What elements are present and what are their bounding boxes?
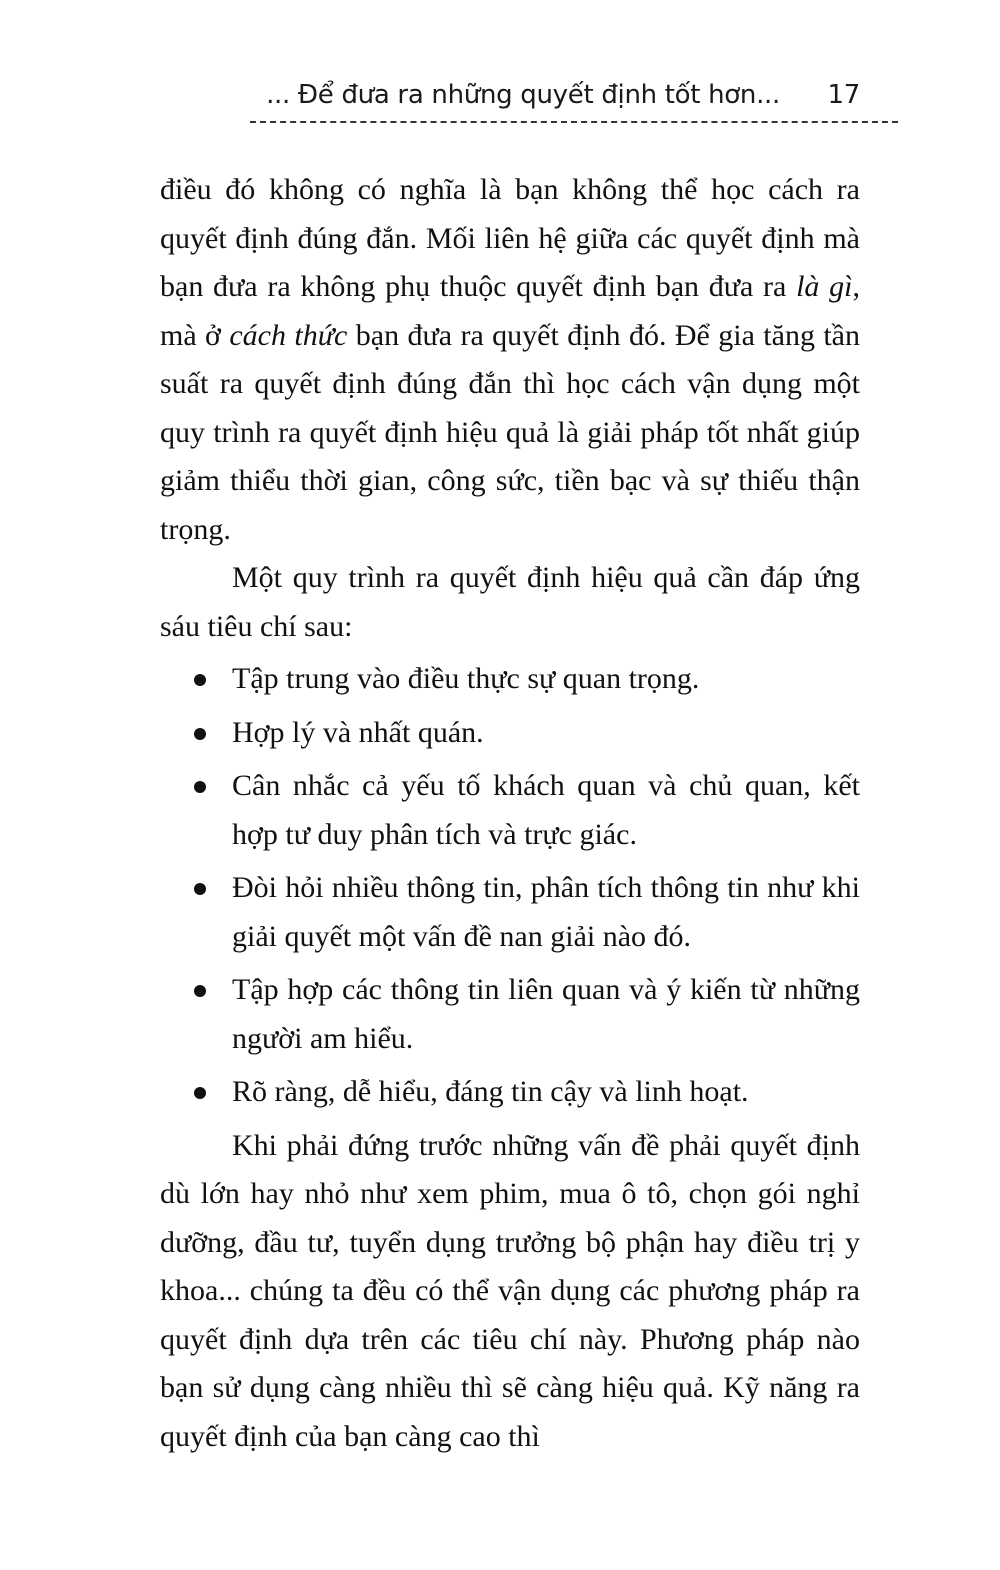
criteria-item-text: Tập hợp các thông tin liên quan và ý kiến từ những người am hiểu. bbox=[232, 973, 860, 1055]
running-header-title: ... Để đưa ra những quyết định tốt hơn... bbox=[266, 80, 780, 110]
paragraph-1-text-a: điều đó không có nghĩa là bạn không thể học cách ra quyết định đúng đắn. Mối liên hệ giữa các quyết định mà bạn đưa ra không phụ thuộc quyết định bạn đưa ra bbox=[160, 173, 860, 303]
page-number: 17 bbox=[827, 80, 860, 110]
running-header bbox=[150, 72, 860, 116]
paragraph-1 bbox=[160, 166, 860, 554]
emphasis-cach-thuc: cách thức bbox=[229, 318, 348, 352]
paragraph-1-text-c: bạn đưa ra quyết định đó. Để gia tăng tần suất ra quyết định đúng đắn thì học cách vận dụng một quy trình ra quyết định hiệu quả là giải pháp tốt nhất giúp giảm thiểu thời gian, công sức, tiền bạc và sự thiếu thận trọng. bbox=[160, 318, 860, 546]
header-dashed-rule bbox=[250, 121, 898, 123]
criteria-list bbox=[160, 655, 860, 1117]
bullet-icon bbox=[194, 674, 206, 686]
criteria-item bbox=[160, 966, 860, 1063]
criteria-item-text: Rõ ràng, dễ hiểu, đáng tin cậy và linh hoạt. bbox=[232, 1075, 749, 1108]
criteria-item bbox=[160, 1068, 860, 1117]
criteria-item bbox=[160, 655, 860, 704]
body-text bbox=[160, 166, 860, 1461]
criteria-item-text: Cân nhắc cả yếu tố khách quan và chủ quan, kết hợp tư duy phân tích và trực giác. bbox=[232, 769, 860, 851]
criteria-item-text: Tập trung vào điều thực sự quan trọng. bbox=[232, 662, 700, 695]
criteria-item-text: Đòi hỏi nhiều thông tin, phân tích thông tin như khi giải quyết một vấn đề nan giải nào đó. bbox=[232, 871, 860, 953]
bullet-icon bbox=[194, 781, 206, 793]
bullet-icon bbox=[194, 728, 206, 740]
criteria-item bbox=[160, 762, 860, 859]
emphasis-la-gi: là gì bbox=[796, 270, 853, 303]
bullet-icon bbox=[194, 883, 206, 895]
bullet-icon bbox=[194, 1087, 206, 1099]
paragraph-1-text-b: , mà ở bbox=[160, 270, 860, 352]
criteria-item bbox=[160, 864, 860, 961]
paragraph-2: Một quy trình ra quyết định hiệu quả cần đáp ứng sáu tiêu chí sau: bbox=[160, 561, 860, 643]
criteria-item-text: Hợp lý và nhất quán. bbox=[232, 715, 484, 749]
criteria-item bbox=[160, 709, 860, 758]
paragraph-3: Khi phải đứng trước những vấn đề phải quyết định dù lớn hay nhỏ như xem phim, mua ô tô, chọn gói nghỉ dưỡng, đầu tư, tuyển dụng trưởng bộ phận hay điều trị y khoa... chúng ta đều có thể vận dụng các phương pháp ra quyết định dựa trên các tiêu chí này. Phương pháp nào bạn sử dụng càng nhiều thì sẽ càng hiệu quả. Kỹ năng ra quyết định của bạn càng cao thì bbox=[160, 1128, 860, 1453]
bullet-icon bbox=[194, 985, 206, 997]
